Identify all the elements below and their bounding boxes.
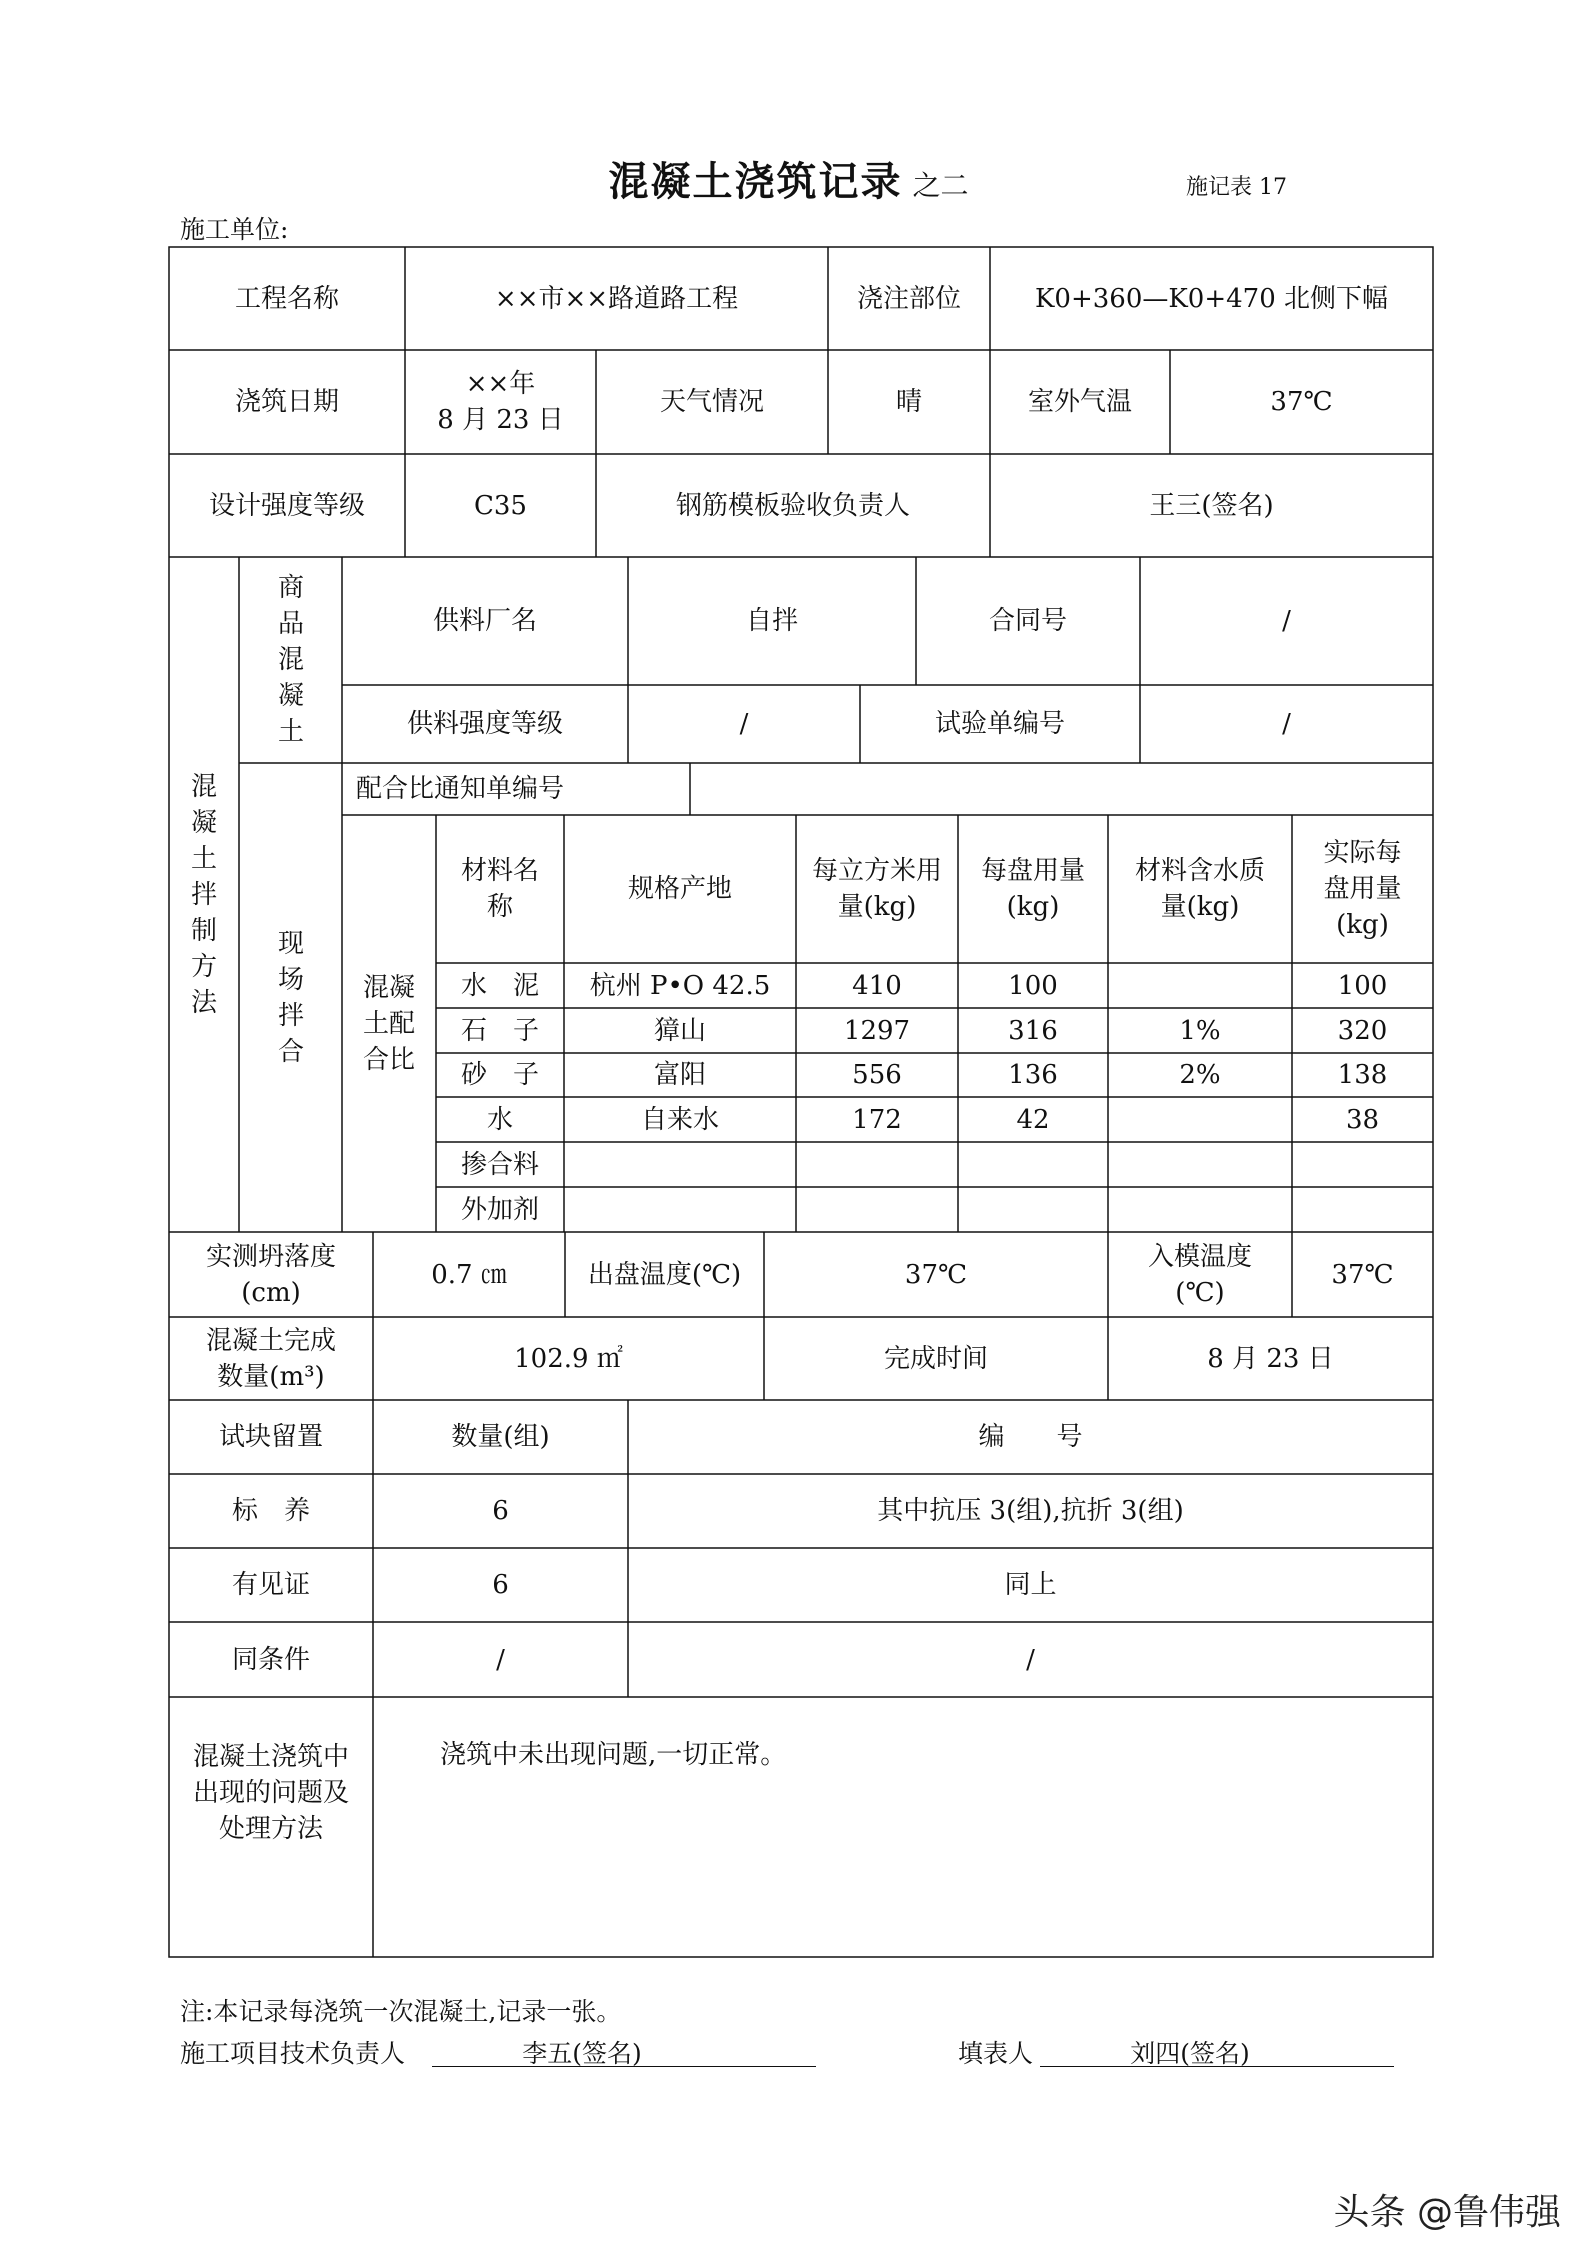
- cell-actual: 320: [1337, 1015, 1388, 1046]
- contract-value: /: [1282, 606, 1291, 636]
- pour-date-day: 8 月 23 日: [437, 405, 564, 435]
- cell-material: 水 泥: [460, 970, 539, 1001]
- specimen-type: 标 养: [231, 1496, 310, 1526]
- mold-temp-label-unit: (℃): [1175, 1277, 1225, 1308]
- cell-moisture: 2%: [1179, 1060, 1221, 1090]
- watermark: 头条 @鲁伟强: [1333, 2192, 1561, 2233]
- cell-material: 石 子: [460, 1015, 539, 1046]
- issues-label-l2: 出现的问题及: [192, 1778, 349, 1808]
- issues-value: 浇筑中未出现问题,一切正常。: [440, 1740, 787, 1770]
- supply-grade-label: 供料强度等级: [406, 709, 563, 739]
- cell-per-m3: [796, 1142, 958, 1187]
- completion-time-label: 完成时间: [883, 1343, 988, 1374]
- completion-qty-label-unit: 数量(m³): [217, 1361, 325, 1392]
- cell-per-batch: [958, 1187, 1108, 1232]
- specimen-count: 6: [492, 1496, 509, 1526]
- test-no-label: 试验单编号: [934, 709, 1065, 739]
- supplier-label: 供料厂名: [432, 606, 537, 636]
- cell-per-batch: 136: [1008, 1060, 1058, 1090]
- filler-signature: 刘四(签名): [1130, 2039, 1250, 2068]
- cell-moisture: [1108, 1097, 1292, 1142]
- cell-spec: 杭州 P•O 42.5: [589, 970, 771, 1001]
- weather-value: 晴: [895, 387, 922, 417]
- cell-per-m3: 172: [852, 1104, 902, 1135]
- specimen-number: /: [1026, 1644, 1035, 1675]
- cell-per-m3: [796, 1187, 958, 1232]
- specimens-count-header: 数量(组): [451, 1422, 550, 1452]
- tech-lead-signature: 李五(签名): [522, 2039, 642, 2068]
- cell-per-m3: 410: [852, 970, 902, 1001]
- pour-date-label: 浇筑日期: [234, 387, 339, 417]
- specimen-type: 同条件: [231, 1644, 310, 1675]
- specimens-label: 试块留置: [218, 1422, 323, 1452]
- cell-per-batch: 100: [1008, 970, 1058, 1001]
- completion-qty-label: [169, 1317, 373, 1400]
- supply-grade-value: /: [739, 709, 749, 739]
- cell-per-m3: 1297: [843, 1015, 911, 1046]
- cell-per-batch: [958, 1142, 1108, 1187]
- pour-part-label: 浇注部位: [856, 283, 961, 314]
- issues-label-l3: 处理方法: [218, 1814, 323, 1844]
- col-material: 材料名称: [460, 856, 539, 922]
- mix-ratio-label: 混凝土配合比: [362, 972, 415, 1075]
- completion-qty-value: 102.9 ㎡: [514, 1343, 623, 1374]
- construction-unit-label: 施工单位:: [180, 215, 289, 244]
- mix-notice-value: [690, 763, 1433, 815]
- cell-spec: 獐山: [653, 1015, 706, 1046]
- specimen-number: 同上: [1004, 1570, 1057, 1600]
- cell-actual: [1292, 1142, 1433, 1187]
- slump-label-unit: (cm): [241, 1277, 301, 1308]
- cell-per-m3: 556: [852, 1060, 902, 1090]
- supplier-value: 自拌: [745, 606, 798, 636]
- mold-temp-value: 37℃: [1331, 1259, 1394, 1290]
- cell-moisture: [1108, 1187, 1292, 1232]
- slump-label-text: 实测坍落度: [205, 1241, 336, 1272]
- specimens-number-header: 编 号: [978, 1422, 1083, 1452]
- cell-material: 砂 子: [460, 1060, 539, 1090]
- cell-material: 外加剂: [460, 1194, 539, 1225]
- cell-per-batch: 316: [1008, 1015, 1058, 1046]
- cell-actual: [1292, 1187, 1433, 1232]
- cell-moisture: 1%: [1179, 1015, 1221, 1046]
- cell-moisture: [1108, 1142, 1292, 1187]
- project-name-label: 工程名称: [234, 283, 339, 314]
- col-per-m3: 每立方米用量(kg): [811, 856, 942, 922]
- outdoor-temp-label: 室外气温: [1027, 387, 1132, 417]
- cell-actual: 138: [1337, 1060, 1388, 1090]
- design-grade-label: 设计强度等级: [208, 490, 365, 521]
- inspector-label: 钢筋模板验收负责人: [675, 490, 910, 521]
- slump-label: [169, 1232, 373, 1317]
- design-grade-value: C35: [474, 490, 527, 521]
- contract-label: 合同号: [988, 606, 1067, 636]
- issues-label-l1: 混凝土浇筑中: [192, 1742, 349, 1772]
- cell-actual: 38: [1345, 1104, 1380, 1135]
- cell-moisture: [1108, 963, 1292, 1008]
- mold-temp-label: [1108, 1232, 1292, 1317]
- filler-label: 填表人: [958, 2039, 1034, 2068]
- pour-date-value: [405, 350, 596, 454]
- commercial-concrete-label: 商品混凝土: [277, 573, 304, 747]
- slump-value: 0.7 ㎝: [431, 1259, 507, 1290]
- specimen-number: 其中抗压 3(组),抗折 3(组): [877, 1496, 1184, 1526]
- mixing-method-label: 混凝土拌制方法: [190, 771, 217, 1018]
- title-suffix: 之二: [912, 169, 969, 202]
- specimen-type: 有见证: [231, 1570, 310, 1600]
- col-moisture: 材料含水质量(kg): [1134, 856, 1265, 922]
- col-actual: 实际每盘用量(kg): [1323, 838, 1402, 940]
- out-temp-value: 37℃: [904, 1259, 968, 1290]
- completion-qty-label-text: 混凝土完成: [205, 1325, 336, 1356]
- col-spec: 规格产地: [627, 874, 732, 904]
- issues-label: [169, 1697, 373, 1957]
- mix-notice-label: 配合比通知单编号: [356, 774, 565, 804]
- cell-spec: [564, 1187, 796, 1232]
- cell-per-batch: 42: [1016, 1104, 1050, 1135]
- site-mixing-label: 现场拌合: [277, 928, 304, 1067]
- specimen-count: /: [496, 1644, 505, 1675]
- cell-spec: 自来水: [640, 1104, 719, 1135]
- cell-actual: 100: [1337, 970, 1388, 1001]
- outdoor-temp-value: 37℃: [1270, 387, 1333, 417]
- mold-temp-label-text: 入模温度: [1147, 1241, 1252, 1272]
- completion-time-value: 8 月 23 日: [1207, 1343, 1334, 1374]
- project-name-value: ××市××路道路工程: [494, 283, 739, 314]
- cell-material: 水: [486, 1104, 513, 1135]
- test-no-value: /: [1282, 709, 1291, 739]
- weather-label: 天气情况: [659, 387, 764, 417]
- out-temp-label: 出盘温度(℃): [587, 1259, 742, 1290]
- specimen-count: 6: [492, 1570, 509, 1600]
- cell-material: 掺合料: [460, 1149, 539, 1180]
- cell-spec: [564, 1142, 796, 1187]
- title-main: 混凝土浇筑记录: [608, 158, 903, 205]
- pour-date-year: ××年: [465, 369, 536, 399]
- form-number: 施记表 17: [1186, 175, 1287, 200]
- cell-spec: 富阳: [653, 1060, 706, 1090]
- pour-part-value: K0+360—K0+470 北侧下幅: [1034, 283, 1389, 314]
- footer-note: 注:本记录每浇筑一次混凝土,记录一张。: [180, 1997, 622, 2026]
- col-per-batch: 每盘用量(kg): [980, 856, 1085, 922]
- tech-lead-label: 施工项目技术负责人: [180, 2039, 406, 2068]
- inspector-value: 王三(签名): [1149, 490, 1274, 521]
